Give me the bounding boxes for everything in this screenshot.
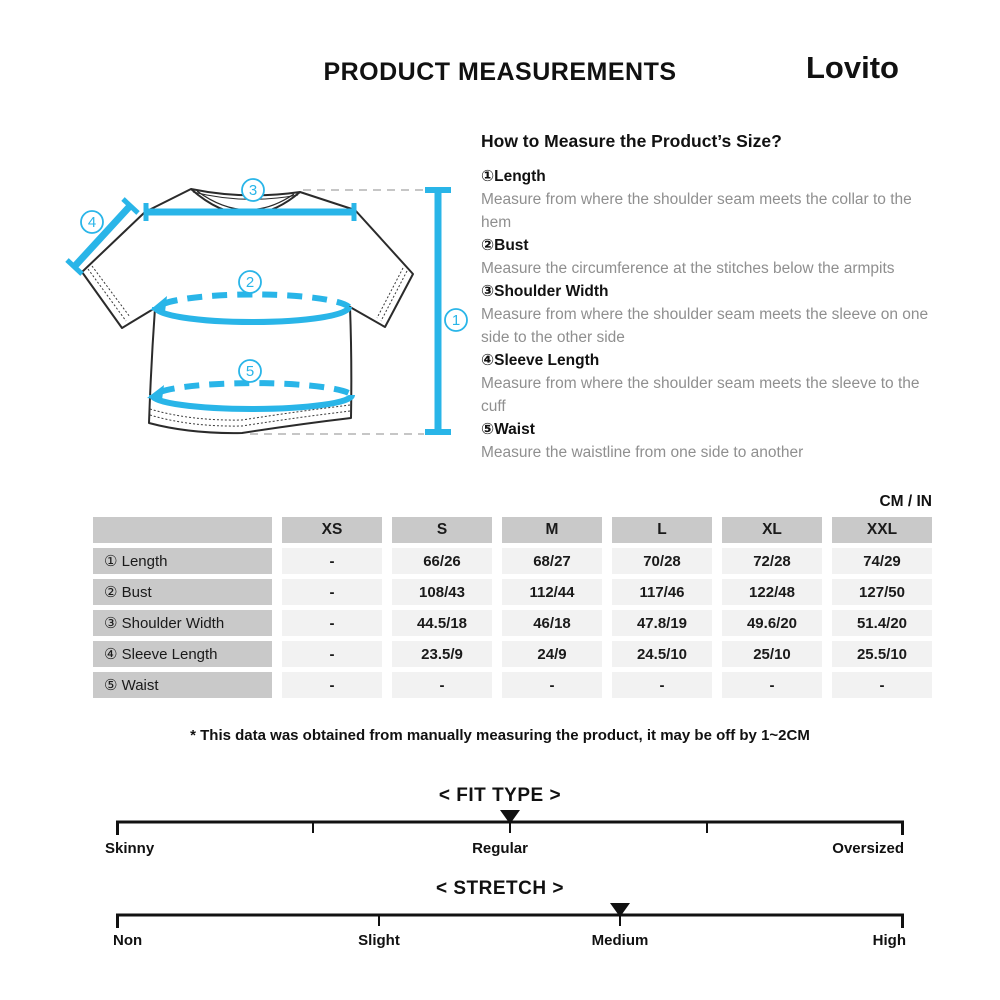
table-cell: 47.8/19	[612, 610, 712, 636]
diagram-badge-4	[81, 211, 103, 233]
measure-item-desc: Measure from where the shoulder seam meets the sleeve to the cuff	[481, 375, 920, 415]
table-cell: 25/10	[722, 641, 822, 667]
table-header-cell-l: L	[612, 517, 712, 543]
table-cell: 51.4/20	[832, 610, 932, 636]
measure-item-title: ②Bust	[481, 237, 529, 254]
table-cell: -	[612, 672, 712, 698]
table-cell: -	[722, 672, 822, 698]
measure-item-desc: Measure from where the shoulder seam meets the sleeve on one side to the other side	[481, 306, 929, 346]
diagram-badge-2	[239, 271, 261, 293]
table-cell: 66/26	[392, 548, 492, 574]
table-cell: -	[832, 672, 932, 698]
measure-item-title: ③Shoulder Width	[481, 283, 609, 300]
fit-label-skinny: Skinny	[105, 840, 155, 857]
svg-text:4: 4	[87, 214, 97, 231]
size-table	[93, 517, 932, 698]
table-row-label-length: ① Length	[93, 548, 272, 574]
measure-item-title: ⑤Waist	[481, 421, 535, 438]
measure-item-title: ④Sleeve Length	[481, 352, 600, 369]
table-cell: 25.5/10	[832, 641, 932, 667]
fit-label-regular: Regular	[472, 840, 528, 857]
table-cell: 74/29	[832, 548, 932, 574]
stretch-label-medium: Medium	[591, 932, 649, 949]
table-cell: 49.6/20	[722, 610, 822, 636]
measure-item-title: ①Length	[481, 168, 546, 185]
shirt-outline	[82, 189, 413, 433]
table-cell: -	[282, 579, 382, 605]
measure-item-desc: Measure from where the shoulder seam meets the collar to the hem	[481, 191, 912, 231]
lovito-logo: Lovito	[806, 50, 899, 85]
measure-item-desc: Measure the waistline from one side to another	[481, 444, 804, 461]
table-cell: 108/43	[392, 579, 492, 605]
table-cell: 72/28	[722, 548, 822, 574]
how-to-heading: How to Measure the Product’s Size?	[481, 131, 782, 151]
table-cell: 117/46	[612, 579, 712, 605]
table-cell: 70/28	[612, 548, 712, 574]
table-cell: 127/50	[832, 579, 932, 605]
table-cell: -	[392, 672, 492, 698]
table-header-cell-xl: XL	[722, 517, 822, 543]
table-row-label-sleeve-length: ④ Sleeve Length	[93, 641, 272, 667]
table-cell: -	[282, 610, 382, 636]
table-header-cell-s: S	[392, 517, 492, 543]
stretch-label-high: High	[872, 932, 906, 949]
stretch-title: < STRETCH >	[436, 878, 564, 899]
svg-text:1: 1	[451, 312, 461, 329]
table-cell: 46/18	[502, 610, 602, 636]
table-cell: -	[282, 641, 382, 667]
fit-label-oversized: Oversized	[832, 840, 904, 857]
units-label: CM / IN	[879, 493, 932, 510]
page-title: PRODUCT MEASUREMENTS	[323, 58, 677, 86]
table-cell: 44.5/18	[392, 610, 492, 636]
fit-type-scale	[114, 808, 906, 836]
length-measure-line	[425, 190, 451, 432]
svg-text:3: 3	[248, 182, 258, 199]
table-header-cell-m: M	[502, 517, 602, 543]
table-cell: 68/27	[502, 548, 602, 574]
table-cell: -	[502, 672, 602, 698]
table-cell: 23.5/9	[392, 641, 492, 667]
diagram-badge-5	[239, 360, 261, 382]
svg-text:5: 5	[245, 363, 255, 380]
table-row-label-waist: ⑤ Waist	[93, 672, 272, 698]
fit-type-title: < FIT TYPE >	[438, 785, 562, 806]
table-header-cell-xxl: XXL	[832, 517, 932, 543]
measurement-disclaimer: * This data was obtained from manually measuring the product, it may be off by 1~2CM	[190, 727, 810, 744]
table-header-cell	[93, 517, 272, 543]
stretch-label-slight: Slight	[358, 932, 400, 949]
measure-item-desc: Measure the circumference at the stitches below the armpits	[481, 260, 895, 277]
diagram-badge-3	[242, 179, 264, 201]
table-cell: 24.5/10	[612, 641, 712, 667]
diagram-badge-1	[445, 309, 467, 331]
svg-text:2: 2	[245, 274, 255, 291]
table-cell: 24/9	[502, 641, 602, 667]
table-header-cell-xs: XS	[282, 517, 382, 543]
table-cell: 112/44	[502, 579, 602, 605]
table-row-label-shoulder-width: ③ Shoulder Width	[93, 610, 272, 636]
stretch-label-non: Non	[113, 932, 143, 949]
table-cell: -	[282, 548, 382, 574]
table-row-label-bust: ② Bust	[93, 579, 272, 605]
table-cell: 122/48	[722, 579, 822, 605]
how-to-measure-section	[481, 131, 939, 464]
table-cell: -	[282, 672, 382, 698]
tshirt-measurement-diagram	[60, 160, 480, 460]
stretch-scale	[114, 901, 906, 929]
